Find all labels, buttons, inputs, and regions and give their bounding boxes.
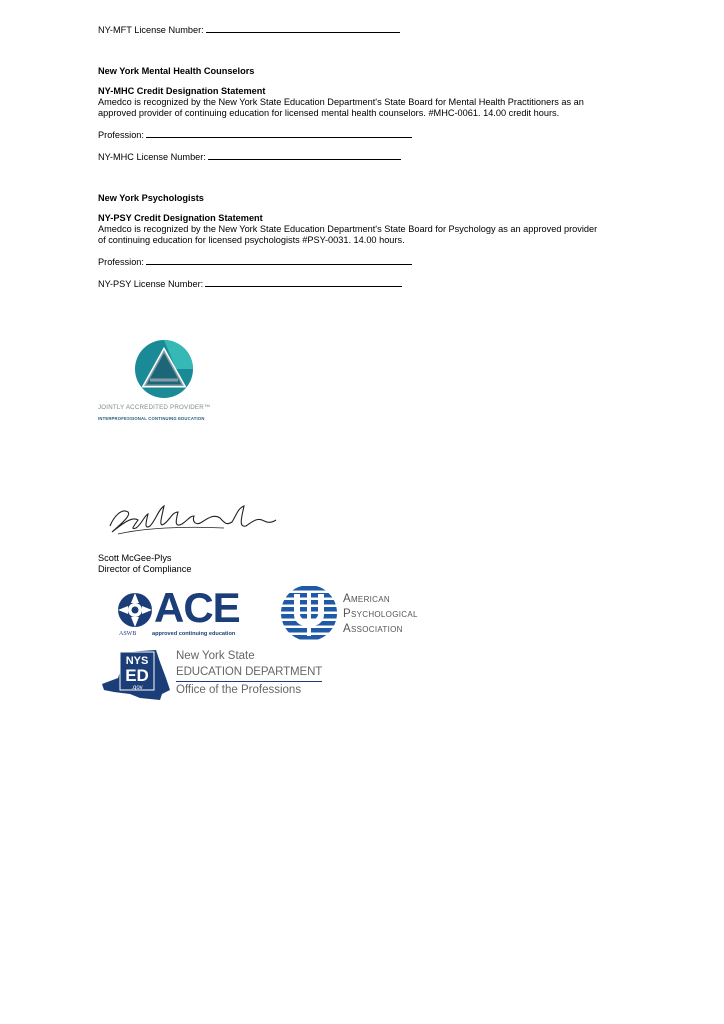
nysed-line-2: EDUCATION DEPARTMENT <box>176 664 322 682</box>
signatory-title: Director of Compliance <box>98 564 192 574</box>
psy-statement-title: NY-PSY Credit Designation Statement <box>98 213 263 223</box>
nysed-badge-top: NYS <box>125 655 149 667</box>
psy-license-label: NY-PSY License Number: <box>98 279 204 289</box>
nysed-line-1: New York State <box>176 650 255 662</box>
signatory-block <box>98 553 191 575</box>
mft-license-row <box>98 24 400 36</box>
ace-emblem-icon <box>116 590 154 630</box>
apa-line-1: American <box>343 593 390 605</box>
mft-license-input-line[interactable] <box>206 24 400 33</box>
nys-state-outline-icon <box>100 648 174 703</box>
signature-image <box>104 498 279 540</box>
mhc-license-input-line[interactable] <box>208 151 401 160</box>
signatory-name: Scott McGee-Plys <box>98 553 172 563</box>
nysed-line-3: Office of the Professions <box>176 684 302 696</box>
nysed-badge-bottom: .gov <box>131 685 143 691</box>
ace-logo <box>114 584 259 643</box>
jointly-accredited-logo <box>98 338 238 428</box>
mhc-heading: New York Mental Health Counselors <box>98 66 255 76</box>
psy-license-row <box>98 278 402 290</box>
jointly-accredited-subcaption: INTERPROFESSIONAL CONTINUING EDUCATION <box>98 416 205 421</box>
psy-license-input-line[interactable] <box>205 278 402 287</box>
jointly-accredited-emblem-icon <box>98 338 238 402</box>
ace-tagline: approved continuing education <box>152 631 236 637</box>
mhc-profession-row <box>98 129 412 141</box>
jointly-accredited-caption: JOINTLY ACCREDITED PROVIDER™ <box>98 404 211 411</box>
nysed-badge-mid: ED <box>125 666 149 685</box>
psy-profession-label: Profession: <box>98 257 144 267</box>
mhc-license-row <box>98 151 401 163</box>
psy-profession-input-line[interactable] <box>146 256 412 265</box>
apa-psi-emblem-icon <box>280 584 338 642</box>
apa-wordmark <box>343 592 418 637</box>
nysed-wordmark <box>176 648 322 698</box>
mhc-statement-title: NY-MHC Credit Designation Statement <box>98 86 266 96</box>
nysed-logo <box>100 648 340 703</box>
ace-aswb-label: ASWB <box>119 631 137 637</box>
psy-profession-row <box>98 256 412 268</box>
apa-line-2: Psychological <box>343 608 418 620</box>
mhc-license-label: NY-MHC License Number: <box>98 152 206 162</box>
psy-heading: New York Psychologists <box>98 193 204 203</box>
psy-statement-body: Amedco is recognized by the New York State Education Department's State Board for Psychology as an approved provider of continuing education for licensed psychologists #PSY-0031. 14.00 hours. <box>98 224 598 245</box>
mft-license-label: NY-MFT License Number: <box>98 25 204 35</box>
apa-logo <box>280 584 440 644</box>
mhc-statement-body: Amedco is recognized by the New York State Education Department's State Board for Mental Health Practitioners as an approved provider of continuing education for licensed mental health counselors. #MHC-0061. 14.00 credit hours. <box>98 97 584 118</box>
ace-wordmark: ACE <box>154 584 240 631</box>
mhc-profession-label: Profession: <box>98 130 144 140</box>
mhc-profession-input-line[interactable] <box>146 129 412 138</box>
apa-line-3: Association <box>343 623 403 635</box>
